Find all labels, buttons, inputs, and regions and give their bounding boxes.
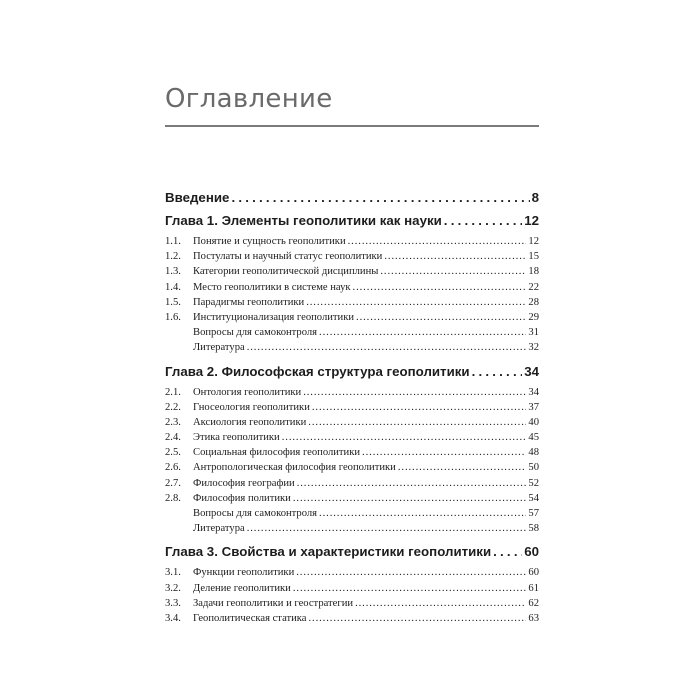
- toc-section-page: 18: [528, 266, 539, 278]
- dot-leader: [306, 295, 526, 310]
- toc-section-entry[interactable]: [165, 596, 539, 611]
- toc-section-title: Постулаты и научный статус геополитики: [193, 251, 383, 263]
- toc-section-entry[interactable]: [165, 264, 539, 279]
- toc-section-title: Категории геополитической дисциплины: [193, 266, 379, 278]
- title-underline: [165, 125, 539, 127]
- toc-section-page: 31: [528, 327, 539, 339]
- toc-section-number: 2.6.: [165, 462, 181, 474]
- toc-section-number: 3.1.: [165, 567, 181, 579]
- toc-section-title: Литература: [193, 342, 245, 354]
- dot-leader: [348, 234, 527, 249]
- dot-leader: [282, 430, 527, 445]
- toc-section-title: Функции геополитики: [193, 567, 295, 579]
- toc-section-entry[interactable]: [165, 491, 539, 506]
- chapter-list: [165, 211, 539, 626]
- dot-leader: [398, 460, 527, 475]
- toc-section-number: 3.4.: [165, 612, 181, 624]
- toc-section-entry[interactable]: [165, 295, 539, 310]
- dot-leader: [493, 542, 522, 561]
- toc-section-title: Социальная философия геополитики: [193, 447, 361, 459]
- dot-leader: [247, 521, 527, 536]
- toc-section-page: 48: [528, 447, 539, 459]
- toc-section-entry[interactable]: [165, 400, 539, 415]
- toc-section-entry[interactable]: [165, 521, 539, 536]
- toc-section-entry[interactable]: [165, 476, 539, 491]
- toc-entry-page: 8: [531, 190, 539, 205]
- toc-section-entry[interactable]: [165, 234, 539, 249]
- toc-section-entry[interactable]: [165, 445, 539, 460]
- toc-section-number: 1.1.: [165, 236, 181, 247]
- toc-section-page: 50: [528, 462, 539, 474]
- dot-leader: [319, 325, 526, 340]
- page-title: Оглавление: [165, 84, 333, 114]
- dot-leader: [247, 340, 527, 355]
- toc-section-title: Задачи геополитики и геостратегии: [193, 597, 354, 609]
- dot-leader: [308, 611, 526, 626]
- dot-leader: [356, 310, 526, 325]
- dot-leader: [362, 445, 526, 460]
- dot-leader: [297, 476, 527, 491]
- toc-section-number: 2.7.: [165, 477, 181, 489]
- toc-section-entry[interactable]: [165, 611, 539, 626]
- toc-section-title: Место геополитики в системе наук: [193, 281, 351, 293]
- toc-section-number: 2.4.: [165, 432, 181, 444]
- toc-section-title: Этика геополитики: [193, 432, 280, 444]
- chapter-block: [165, 211, 539, 356]
- toc-chapter-title: Глава 2. Философская структура геополитики: [165, 363, 470, 379]
- toc-section-entry[interactable]: [165, 430, 539, 445]
- dot-leader: [472, 362, 523, 381]
- toc-section-title: Понятие и сущность геополитики: [193, 236, 346, 247]
- toc-section-title: Парадигмы геополитики: [193, 296, 305, 308]
- chapter-block: [165, 542, 539, 626]
- toc-section-number: 2.2.: [165, 401, 181, 413]
- toc-section-title: Литература: [193, 523, 245, 535]
- toc-chapter-entry[interactable]: [165, 211, 539, 230]
- toc-section-page: 29: [528, 311, 539, 323]
- dot-leader: [355, 596, 526, 611]
- dot-leader: [303, 385, 526, 400]
- toc-section-title: Философия политики: [193, 492, 291, 504]
- toc-section-number: 1.6.: [165, 311, 181, 323]
- toc-entry-title: Введение: [165, 190, 230, 205]
- toc-chapter-title: Глава 3. Свойства и характеристики геополитики: [165, 544, 492, 560]
- toc-section-page: 54: [528, 492, 539, 504]
- toc-section-entry[interactable]: [165, 460, 539, 475]
- table-of-contents: [165, 188, 539, 632]
- toc-section-entry[interactable]: [165, 565, 539, 580]
- dot-leader: [353, 280, 527, 295]
- toc-section-number: 2.3.: [165, 416, 181, 428]
- toc-section-page: 12: [528, 236, 539, 247]
- toc-section-number: 1.5.: [165, 296, 181, 308]
- toc-chapter-entry[interactable]: [165, 362, 539, 381]
- toc-section-number: 2.1.: [165, 386, 181, 398]
- toc-section-title: Антропологическая философия геополитики: [193, 462, 396, 474]
- dot-leader: [231, 188, 529, 207]
- dot-leader: [312, 400, 527, 415]
- toc-section-page: 40: [528, 416, 539, 428]
- dot-leader: [384, 249, 526, 264]
- dot-leader: [296, 565, 526, 580]
- toc-section-page: 62: [528, 597, 539, 609]
- toc-section-page: 57: [528, 508, 539, 519]
- toc-section-title: Геополитическая статика: [193, 612, 307, 624]
- toc-section-number: 3.2.: [165, 582, 181, 594]
- toc-section-entry[interactable]: [165, 310, 539, 325]
- toc-section-number: 2.8.: [165, 492, 181, 504]
- toc-chapter-title: Глава 1. Элементы геополитики как науки: [165, 213, 442, 228]
- toc-section-page: 61: [528, 582, 539, 594]
- toc-chapter-page: 12: [524, 213, 539, 228]
- dot-leader: [444, 211, 522, 230]
- toc-section-page: 63: [528, 612, 539, 624]
- toc-section-number: 1.2.: [165, 251, 181, 263]
- dot-leader: [308, 415, 526, 430]
- dot-leader: [293, 491, 527, 506]
- toc-section-entry[interactable]: [165, 249, 539, 264]
- toc-section-title: Онтология геополитики: [193, 386, 302, 398]
- toc-section-title: Философия географии: [193, 477, 295, 489]
- toc-section-title: Институционализация геополитики: [193, 311, 355, 323]
- toc-section-entry[interactable]: [165, 385, 539, 400]
- toc-section-page: 37: [528, 401, 539, 413]
- toc-section-page: 22: [528, 281, 539, 293]
- toc-section-page: 58: [528, 523, 539, 535]
- toc-section-number: 1.3.: [165, 266, 181, 278]
- dot-leader: [380, 264, 526, 279]
- dot-leader: [293, 581, 527, 596]
- toc-section-entry[interactable]: [165, 325, 539, 340]
- toc-section-title: Аксиология геополитики: [193, 416, 307, 428]
- dot-leader: [319, 506, 526, 521]
- toc-section-page: 60: [528, 567, 539, 579]
- toc-section-entry[interactable]: [165, 581, 539, 596]
- chapter-block: [165, 362, 539, 537]
- toc-section-number: 1.4.: [165, 281, 181, 293]
- toc-section-entry[interactable]: [165, 415, 539, 430]
- toc-section-page: 34: [528, 386, 539, 398]
- toc-intro-entry[interactable]: [165, 188, 539, 207]
- toc-section-entry[interactable]: [165, 506, 539, 521]
- toc-section-entry[interactable]: [165, 340, 539, 355]
- toc-chapter-page: 34: [524, 363, 539, 379]
- toc-section-page: 45: [528, 432, 539, 444]
- toc-section-number: 3.3.: [165, 597, 181, 609]
- toc-chapter-entry[interactable]: [165, 542, 539, 561]
- toc-section-entry[interactable]: [165, 280, 539, 295]
- toc-section-title: Вопросы для самоконтроля: [193, 508, 318, 519]
- toc-section-title: Гносеология геополитики: [193, 401, 310, 413]
- toc-section-title: Деление геополитики: [193, 582, 291, 594]
- toc-section-page: 28: [528, 296, 539, 308]
- toc-section-title: Вопросы для самоконтроля: [193, 327, 318, 339]
- toc-section-page: 52: [528, 477, 539, 489]
- toc-section-page: 15: [528, 251, 539, 263]
- toc-section-number: 2.5.: [165, 447, 181, 459]
- toc-chapter-page: 60: [524, 544, 539, 560]
- toc-section-page: 32: [528, 342, 539, 354]
